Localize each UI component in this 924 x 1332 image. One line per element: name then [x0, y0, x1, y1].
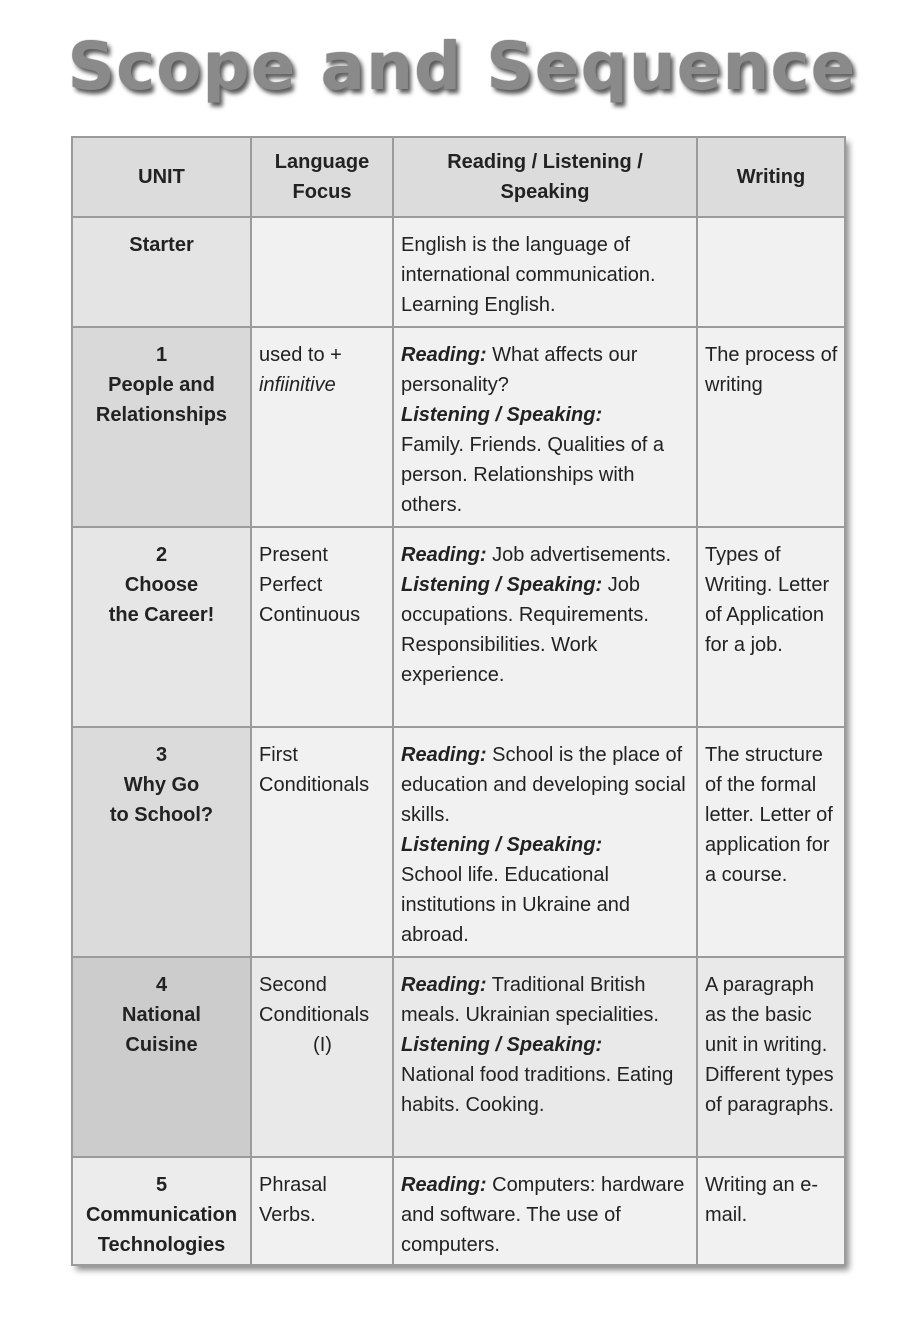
listening-label: Listening / Speaking:: [401, 574, 603, 596]
unit-name: People and Relationships: [95, 374, 228, 426]
table-row: [72, 957, 845, 1157]
reading-text: Traditional British meals. Ukrainian specialities.: [401, 974, 659, 1026]
writing-cell: A paragraph as the basic unit in writing. Different types of paragraphs.: [697, 957, 845, 1157]
unit-cell: [72, 1157, 251, 1265]
language-focus-cell: [251, 327, 393, 527]
unit-number: 4: [155, 974, 168, 996]
listening-label: Listening / Speaking:: [401, 834, 603, 856]
unit-cell: [72, 327, 251, 527]
reading-label: Reading:: [401, 974, 487, 996]
header-unit: UNIT: [72, 137, 251, 217]
header-writing: Writing: [697, 137, 845, 217]
header-language-focus-text: Language Focus: [274, 151, 370, 203]
writing-cell: Writing an e-mail.: [697, 1157, 845, 1265]
header-rls-text: Reading / Listening / Speaking: [447, 151, 643, 203]
language-focus-cell: [251, 957, 393, 1157]
table-row: [72, 327, 845, 527]
listening-text: Family. Friends. Qualities of a person. Relationships with others.: [401, 434, 665, 516]
language-focus-cell: [251, 217, 393, 327]
page-title: Scope and Sequence: [67, 28, 857, 105]
language-focus-text: used to +: [259, 344, 342, 366]
reading-label: Reading:: [401, 344, 487, 366]
writing-cell: Types of Writing. Letter of Application for a job.: [697, 527, 845, 727]
unit-name: Why Go to School?: [109, 774, 214, 826]
rls-cell: [393, 327, 697, 527]
unit-number: 1: [155, 344, 168, 366]
listening-text: Job occupations. Requirements. Responsibilities. Work experience.: [401, 574, 649, 686]
unit-name: Starter: [129, 234, 194, 256]
table-row: [72, 1157, 845, 1265]
header-language-focus: [251, 137, 393, 217]
listening-text: National food traditions. Eating habits. Cooking.: [401, 1064, 674, 1116]
reading-label: Reading:: [401, 1174, 487, 1196]
listening-label: Listening / Speaking:: [401, 1034, 603, 1056]
unit-cell: [72, 527, 251, 727]
rls-cell: [393, 527, 697, 727]
writing-cell: The process of writing: [697, 327, 845, 527]
rls-cell: [393, 957, 697, 1157]
table-row: [72, 727, 845, 957]
listening-text: School life. Educational institutions in Ukraine and abroad.: [401, 864, 631, 946]
language-focus-cell: First Conditionals: [251, 727, 393, 957]
unit-number: 5: [155, 1174, 168, 1196]
listening-label: Listening / Speaking:: [401, 404, 603, 426]
unit-cell: [72, 727, 251, 957]
reading-text: What affects our personality?: [401, 344, 638, 396]
reading-label: Reading:: [401, 544, 487, 566]
language-focus-extra: (I): [313, 1034, 332, 1056]
reading-label: Reading:: [401, 744, 487, 766]
unit-number: 2: [155, 544, 168, 566]
language-focus-text: Second Conditionals: [259, 974, 370, 1026]
unit-cell: [72, 957, 251, 1157]
unit-name: National Cuisine: [122, 1004, 201, 1056]
language-focus-cell: Present Perfect Continuous: [251, 527, 393, 727]
unit-number: 3: [155, 744, 168, 766]
table-row: [72, 217, 845, 327]
rls-cell: [393, 1157, 697, 1265]
unit-cell: [72, 217, 251, 327]
reading-text: Computers: hardware and software. The use of computers.: [401, 1174, 685, 1256]
header-reading-listening-speaking: [393, 137, 697, 217]
unit-name: Communication Technologies: [85, 1204, 238, 1256]
table-row: [72, 527, 845, 727]
language-focus-italic: infiinitive: [259, 374, 336, 396]
scope-sequence-table: [71, 136, 844, 1264]
reading-text: School is the place of education and developing social skills.: [401, 744, 686, 826]
header-row: [72, 137, 845, 217]
writing-cell: [697, 217, 845, 327]
unit-name: Choose the Career!: [108, 574, 215, 626]
rls-cell: [393, 727, 697, 957]
rls-text: English is the language of international communication. Learning English.: [401, 234, 656, 316]
language-focus-cell: Phrasal Verbs.: [251, 1157, 393, 1265]
writing-cell: The structure of the formal letter. Letter of application for a course.: [697, 727, 845, 957]
rls-cell: [393, 217, 697, 327]
reading-text: Job advertisements.: [486, 544, 672, 566]
